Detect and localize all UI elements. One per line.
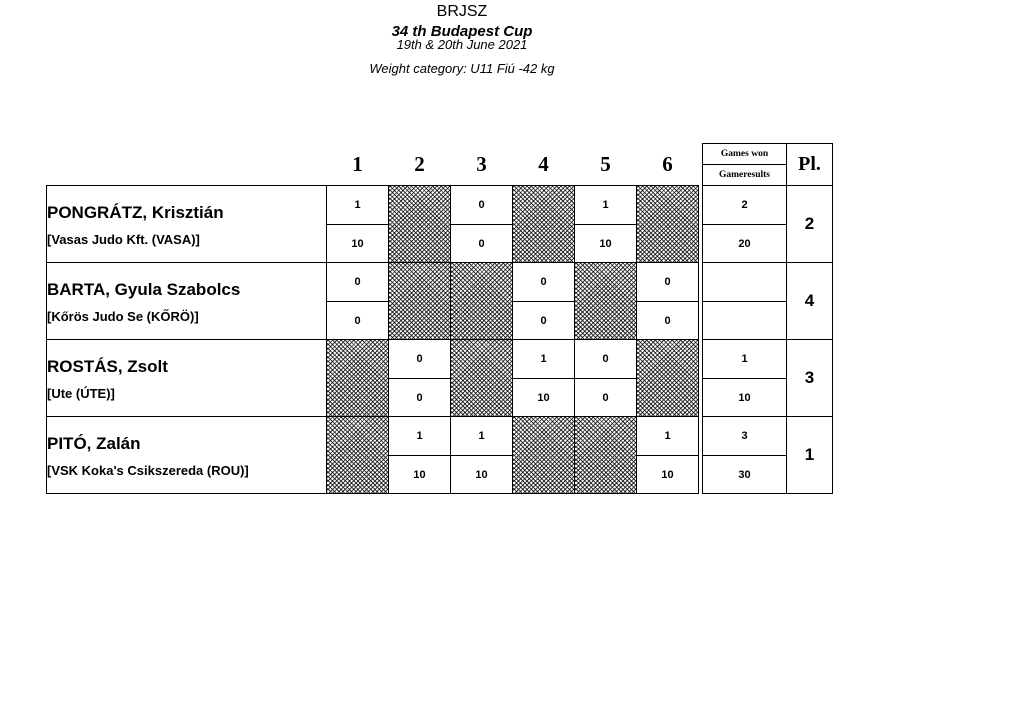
match-score-cell: 10: [575, 225, 637, 263]
match-score-cell: 10: [513, 379, 575, 417]
match-win-cell: 1: [575, 186, 637, 225]
hatched-cell: [389, 186, 451, 263]
match-win-cell: 1: [389, 417, 451, 456]
gameresults-cell: 30: [703, 456, 787, 494]
competitor-cell: [47, 263, 327, 340]
hatched-cell: [513, 186, 575, 263]
competitor-cell: [47, 186, 327, 263]
match-score-cell: 0: [327, 302, 389, 340]
column-number: 1: [352, 151, 363, 176]
match-win-cell: 1: [327, 186, 389, 225]
hatched-cell: [513, 417, 575, 494]
tournament-dates: 19th & 20th June 2021: [396, 37, 528, 52]
competitor-name: BARTA, Gyula Szabolcs: [47, 280, 241, 299]
hatched-cell: [327, 340, 389, 417]
place-cell: 3: [787, 340, 833, 417]
competitor-name: ROSTÁS, Zsolt: [47, 357, 168, 376]
competitor-club: [VSK Koka's Csikszereda (ROU)]: [47, 463, 249, 478]
column-number: 3: [476, 151, 487, 176]
competitor-club: [Vasas Judo Kft. (VASA)]: [47, 232, 200, 247]
games-won-header: Games won: [703, 144, 787, 165]
match-win-cell: 0: [389, 340, 451, 379]
match-win-cell: 0: [575, 340, 637, 379]
header-blank: [47, 144, 327, 186]
competitor-name: PONGRÁTZ, Krisztián: [47, 203, 224, 222]
match-win-cell: 0: [513, 263, 575, 302]
competitor-cell: [47, 417, 327, 494]
weight-category: Weight category: U11 Fiú -42 kg: [369, 61, 555, 76]
gameresults-header: Gameresults: [703, 165, 787, 186]
place-cell: 4: [787, 263, 833, 340]
competitor-club: [Ute (ÚTE)]: [47, 386, 115, 401]
organization-name: BRJSZ: [436, 3, 488, 20]
match-score-cell: 10: [451, 456, 513, 494]
match-win-cell: 0: [451, 186, 513, 225]
results-table: [46, 143, 833, 494]
hatched-cell: [389, 263, 451, 340]
competitor-name: PITÓ, Zalán: [47, 434, 141, 453]
match-score-cell: 10: [389, 456, 451, 494]
hatched-cell: [575, 263, 637, 340]
match-score-cell: 0: [513, 302, 575, 340]
competitor-cell: [47, 340, 327, 417]
games-won-cell: 2: [703, 186, 787, 225]
match-score-cell: 0: [575, 379, 637, 417]
hatched-cell: [451, 340, 513, 417]
games-won-cell: [703, 263, 787, 302]
hatched-cell: [451, 263, 513, 340]
column-number: 2: [414, 151, 425, 176]
place-cell: 2: [787, 186, 833, 263]
place-cell: 1: [787, 417, 833, 494]
match-win-cell: 1: [451, 417, 513, 456]
hatched-cell: [327, 417, 389, 494]
gameresults-cell: 20: [703, 225, 787, 263]
column-number: 6: [662, 151, 673, 176]
competitor-club: [Kőrös Judo Se (KŐRÖ)]: [47, 309, 199, 324]
match-win-cell: 1: [513, 340, 575, 379]
games-won-cell: 3: [703, 417, 787, 456]
match-score-cell: 0: [389, 379, 451, 417]
hatched-cell: [637, 340, 699, 417]
hatched-cell: [575, 417, 637, 494]
match-score-cell: 10: [637, 456, 699, 494]
games-won-cell: 1: [703, 340, 787, 379]
match-score-cell: 0: [637, 302, 699, 340]
gameresults-cell: 10: [703, 379, 787, 417]
column-number: 5: [600, 151, 611, 176]
match-score-cell: 10: [327, 225, 389, 263]
match-win-cell: 0: [637, 263, 699, 302]
column-number: 4: [538, 151, 549, 176]
place-header: Pl.: [787, 144, 833, 186]
hatched-cell: [637, 186, 699, 263]
match-win-cell: 0: [327, 263, 389, 302]
tournament-title: 34 th Budapest Cup: [391, 23, 533, 40]
match-win-cell: 1: [637, 417, 699, 456]
gameresults-cell: [703, 302, 787, 340]
match-score-cell: 0: [451, 225, 513, 263]
